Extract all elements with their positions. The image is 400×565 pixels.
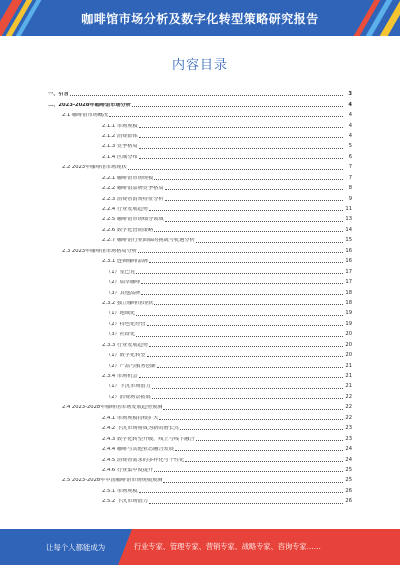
toc-entry-label: 2.2.1 咖啡馆市场规模: [102, 175, 154, 181]
toc-entry[interactable]: [48, 108, 352, 118]
toc-leader-dots: [159, 419, 343, 420]
toc-entry-page: 19: [345, 310, 352, 317]
toc-entry-page: 23: [345, 435, 352, 442]
toc-entry[interactable]: [48, 118, 352, 128]
toc-entry-label: 2.2 2023年咖啡馆市场现状: [62, 165, 127, 171]
toc-entry-label: 2.3.2 独立咖啡馆现状: [102, 300, 154, 306]
toc-entry[interactable]: [48, 223, 352, 233]
toc-entry-page: 25: [345, 466, 352, 473]
toc-leader-dots: [149, 503, 343, 504]
toc-entry-page: 20: [345, 331, 352, 338]
footer-slogan: 让每个人都能成为: [46, 543, 106, 552]
toc-entry[interactable]: [48, 150, 352, 160]
toc-entry[interactable]: [48, 348, 352, 358]
toc-entry-label: 2.4.6 行业集中度提升: [102, 467, 154, 473]
toc-leader-dots: [154, 231, 343, 232]
table-of-contents: [48, 87, 352, 505]
toc-entry-page: 22: [345, 404, 352, 411]
toc-entry-page: 6: [348, 153, 352, 160]
toc-leader-dots: [141, 294, 343, 295]
toc-entry-label: 2.4.1 市场规模持续扩大: [102, 415, 159, 421]
toc-entry-page: 20: [345, 341, 352, 348]
toc-leader-dots: [165, 221, 343, 222]
toc-entry-label: 2.2.6 数字化营销策略: [102, 227, 154, 233]
toc-entry[interactable]: [48, 411, 352, 421]
toc-entry[interactable]: [48, 421, 352, 431]
toc-entry[interactable]: [48, 306, 352, 316]
toc-entry-page: 17: [345, 268, 352, 275]
header-banner: [0, 0, 400, 36]
toc-entry-label: 2.3.4 市场机会: [102, 374, 138, 380]
toc-entry-label: （3）其他品牌: [106, 290, 141, 296]
toc-entry-label: （1）下沉市场潜力: [106, 384, 151, 390]
toc-entry-label: 2.4.5 消费者需求的多样化与个性化: [102, 457, 185, 463]
toc-entry[interactable]: [48, 452, 352, 462]
toc-entry-page: 18: [345, 289, 352, 296]
toc-entry-page: 21: [345, 383, 352, 390]
toc-leader-dots: [139, 137, 343, 138]
toc-entry-label: 2.3.1 连锁咖啡品牌: [102, 259, 148, 265]
toc-leader-dots: [136, 336, 343, 337]
toc-entry-page: 4: [348, 122, 352, 129]
toc-entry-label: 二、2023-2028年咖啡馆市场分析: [48, 102, 131, 108]
toc-leader-dots: [70, 95, 343, 96]
toc-entry-page: 15: [345, 237, 352, 244]
toc-leader-dots: [163, 482, 343, 483]
toc-entry-label: 2.1.2 消费群体: [102, 133, 138, 139]
toc-leader-dots: [196, 440, 343, 441]
toc-entry-page: 26: [345, 487, 352, 494]
toc-entry-label: 一、引言: [48, 92, 69, 98]
toc-entry-label: 2.1.3 竞争格局: [102, 144, 138, 150]
toc-entry-page: 13: [345, 216, 352, 223]
toc-leader-dots: [175, 450, 343, 451]
toc-leader-dots: [152, 398, 343, 399]
toc-entry[interactable]: [48, 139, 352, 149]
toc-entry[interactable]: [48, 285, 352, 295]
footer-experts: 行业专家、管理专家、营销专家、战略专家、咨询专家……: [134, 542, 321, 551]
toc-entry[interactable]: [48, 202, 352, 212]
toc-leader-dots: [147, 356, 343, 357]
toc-entry-label: 2.2.5 咖啡馆市场细分领域: [102, 217, 164, 223]
toc-entry-page: 16: [345, 247, 352, 254]
toc-entry[interactable]: [48, 254, 352, 264]
toc-entry[interactable]: [48, 160, 352, 170]
toc-entry-page: 24: [345, 456, 352, 463]
toc-entry-page: 18: [345, 299, 352, 306]
toc-entry-page: 22: [345, 393, 352, 400]
toc-entry-label: 2.4 2023-2028年咖啡馆市场发展趋势预测: [62, 405, 163, 411]
toc-leader-dots: [139, 492, 343, 493]
toc-entry-label: （1）数字化转型: [106, 353, 146, 359]
toc-entry[interactable]: [48, 244, 352, 254]
toc-leader-dots: [180, 429, 343, 430]
toc-entry-label: 2.4.3 数字化转型升级，线上与线下融合: [102, 436, 195, 442]
toc-entry-page: 11: [345, 206, 352, 213]
toc-leader-dots: [138, 252, 343, 253]
toc-entry[interactable]: [48, 400, 352, 410]
toc-entry-page: 16: [345, 258, 352, 265]
toc-entry-page: 25: [345, 477, 352, 484]
toc-entry-label: （2）特色化经营: [106, 321, 146, 327]
toc-entry-page: 7: [348, 174, 352, 181]
toc-entry-label: 2.5.2 下沉市场潜力: [102, 499, 148, 505]
toc-entry-page: 7: [348, 164, 352, 171]
toc-entry-page: 17: [345, 279, 352, 286]
toc-heading: 内容目录: [171, 58, 228, 73]
toc-leader-dots: [147, 325, 343, 326]
toc-leader-dots: [139, 158, 343, 159]
toc-entry-page: 21: [345, 373, 352, 380]
footer-banner: [0, 529, 400, 565]
toc-entry[interactable]: [48, 317, 352, 327]
toc-leader-dots: [128, 169, 343, 170]
toc-leader-dots: [165, 189, 343, 190]
toc-entry-label: 2.5 2023-2028年中国咖啡馆市场规模预测: [62, 478, 163, 484]
toc-entry-page: 26: [345, 498, 352, 505]
toc-entry-label: 2.2.3 消费者消费特征分析: [102, 196, 164, 202]
toc-leader-dots: [149, 210, 343, 211]
toc-leader-dots: [157, 367, 343, 368]
toc-leader-dots: [154, 179, 343, 180]
toc-entry-page: 19: [345, 320, 352, 327]
toc-entry-page: 4: [348, 112, 352, 119]
toc-leader-dots: [139, 127, 343, 128]
toc-entry[interactable]: [48, 338, 352, 348]
toc-leader-dots: [165, 200, 343, 201]
toc-entry[interactable]: [48, 358, 352, 368]
toc-entry[interactable]: [48, 369, 352, 379]
toc-entry[interactable]: [48, 484, 352, 494]
toc-entry-page: 8: [348, 185, 352, 192]
toc-entry-label: 2.1.4 区域分布: [102, 154, 138, 160]
toc-entry-page: 23: [345, 425, 352, 432]
toc-leader-dots: [139, 377, 343, 378]
toc-entry-label: 2.4.2 下沉市场将成为新的增长点: [102, 426, 180, 432]
toc-entry[interactable]: [48, 129, 352, 139]
toc-entry[interactable]: [48, 171, 352, 181]
toc-entry[interactable]: [48, 463, 352, 473]
toc-entry-label: （1）星巴克: [106, 269, 136, 275]
toc-entry-page: 24: [345, 446, 352, 453]
toc-entry[interactable]: [48, 181, 352, 191]
toc-entry[interactable]: [48, 233, 352, 243]
report-title: 咖啡馆市场分析及数字化转型策略研究报告: [81, 12, 319, 26]
toc-leader-dots: [132, 106, 343, 107]
toc-entry-page: 4: [348, 132, 352, 139]
toc-entry[interactable]: [48, 97, 352, 107]
toc-leader-dots: [136, 273, 343, 274]
toc-entry[interactable]: [48, 296, 352, 306]
toc-entry-label: 2.4.4 咖啡与其他业态融合发展: [102, 447, 174, 453]
toc-leader-dots: [152, 388, 343, 389]
toc-entry-label: 2.1 咖啡馆市场概况: [62, 113, 109, 119]
toc-leader-dots: [185, 461, 343, 462]
toc-entry[interactable]: [48, 264, 352, 274]
toc-entry-label: 2.5.1 市场规模: [102, 488, 138, 494]
toc-entry[interactable]: [48, 442, 352, 452]
toc-entry[interactable]: [48, 212, 352, 222]
toc-leader-dots: [196, 242, 343, 243]
toc-leader-dots: [154, 471, 343, 472]
toc-leader-dots: [109, 116, 343, 117]
toc-leader-dots: [149, 346, 343, 347]
toc-entry-label: （2）产品与服务创新: [106, 363, 156, 369]
toc-leader-dots: [149, 262, 343, 263]
toc-entry[interactable]: [48, 431, 352, 441]
toc-entry[interactable]: [48, 327, 352, 337]
toc-entry[interactable]: [48, 275, 352, 285]
toc-leader-dots: [163, 409, 343, 410]
toc-entry-label: 2.3 2023年咖啡馆市场格局分析: [62, 248, 137, 254]
toc-entry[interactable]: [48, 473, 352, 483]
toc-entry-page: 22: [345, 414, 352, 421]
toc-entry-label: （2）消费场景拓展: [106, 394, 151, 400]
toc-entry[interactable]: [48, 494, 352, 504]
toc-entry-label: （3）社群化: [106, 332, 136, 338]
toc-entry[interactable]: [48, 379, 352, 389]
toc-entry[interactable]: [48, 191, 352, 201]
toc-entry-label: 2.3.3 行业发展趋势: [102, 342, 148, 348]
toc-entry-label: 2.2.2 咖啡馆品牌竞争格局: [102, 186, 164, 192]
toc-entry-label: （2）瑞幸咖啡: [106, 280, 141, 286]
toc-entry-page: 9: [348, 195, 352, 202]
toc-entry-page: 14: [345, 226, 352, 233]
toc-entry-page: 5: [348, 143, 352, 150]
toc-leader-dots: [141, 283, 343, 284]
toc-entry-page: 21: [345, 362, 352, 369]
toc-entry-label: 2.1.1 市场规模: [102, 123, 138, 129]
toc-leader-dots: [139, 148, 343, 149]
toc-entry-page: 3: [348, 91, 352, 98]
toc-entry[interactable]: [48, 87, 352, 97]
toc-leader-dots: [154, 304, 343, 305]
toc-entry-label: 2.2.7 咖啡馆行业面临的挑战与机遇分析: [102, 238, 195, 244]
toc-entry-label: 2.2.4 行业发展趋势: [102, 207, 148, 213]
toc-entry-page: 4: [348, 101, 352, 108]
toc-entry-label: （1）地域化: [106, 311, 136, 317]
toc-entry-page: 20: [345, 352, 352, 359]
toc-entry[interactable]: [48, 390, 352, 400]
toc-leader-dots: [136, 315, 343, 316]
